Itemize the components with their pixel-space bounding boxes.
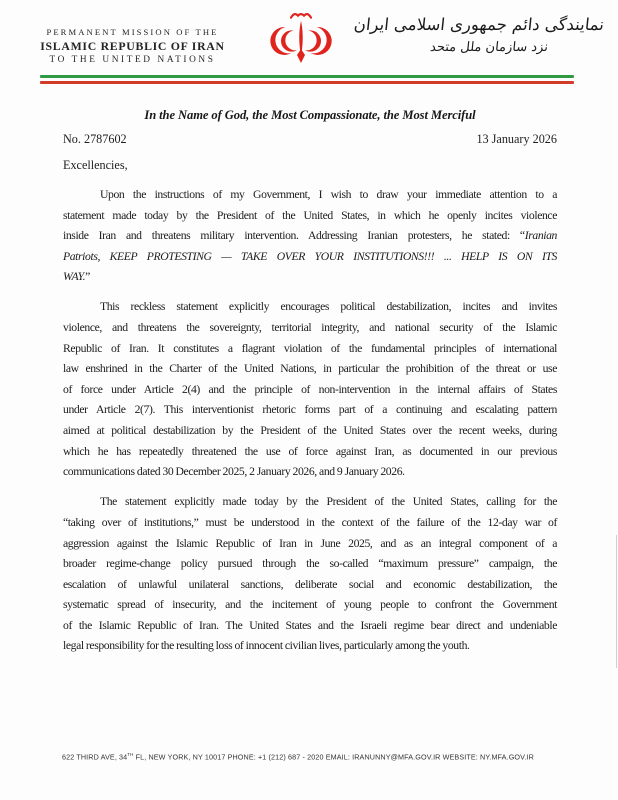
- footer-text: FL, NEW YORK, NY 10017 PHONE: +1 (212) 687 - 2020 EMAIL: IRANUNNY@MFA.GOV.IR WEBSITE: NY.MFA.GOV.IR: [133, 752, 534, 762]
- paragraph: [63, 297, 557, 482]
- body-line: [63, 595, 557, 616]
- body-line: [63, 297, 557, 318]
- mission-line-2: ISLAMIC REPUBLIC OF IRAN: [40, 38, 225, 53]
- body-line: [63, 462, 557, 483]
- body-line: [63, 226, 557, 247]
- salutation: Excellencies,: [63, 158, 128, 172]
- body-text: Upon the instructions of my Government, I wish to draw your immediate attention to a: [100, 188, 557, 201]
- letter-column: [63, 84, 557, 667]
- body-text: inside Iran and threatens military intervention. Addressing Iranian protesters, he stated: “: [63, 229, 525, 243]
- mission-farsi-line-2: نزد سازمان ملل متحد: [429, 40, 549, 55]
- body-text: ”: [85, 270, 90, 284]
- body-line: [63, 318, 557, 339]
- paragraph: [63, 185, 557, 288]
- body-text: “taking over of institutions,” must be understood in the context of the failure of the 12-day war of: [63, 515, 557, 529]
- body-text: aggression against the Islamic Republic of Iran in June 2025, and as an integral component of a: [63, 536, 557, 550]
- invocation-line: In the Name of God, the Most Compassionate, the Most Merciful: [144, 108, 476, 122]
- body-text: legal responsibility for the resulting loss of innocent civilian lives, particularly among the youth.: [63, 639, 470, 653]
- mission-line-3: TO THE UNITED NATIONS: [49, 55, 216, 65]
- body-text: of the Islamic Republic of Iran. The United States and the Israeli regime bear direct and undeniable: [63, 618, 557, 632]
- body-line: [63, 492, 557, 513]
- body-line: [63, 575, 557, 596]
- body-text: This reckless statement explicitly encourages political destabilization, incites and invites: [100, 300, 557, 314]
- body-line: [63, 616, 557, 637]
- body-line: [63, 421, 557, 442]
- body-text: Republic of Iran. It constitutes a flagrant violation of the fundamental principles of international: [63, 341, 557, 355]
- paragraph: [63, 492, 557, 657]
- body-text: of force under Article 2(4) and the principle of non-intervention in the internal affairs of States: [63, 382, 557, 396]
- body-text: statement made today by the President of the United States, in which he openly incites violence: [63, 208, 557, 222]
- body-line: [63, 636, 557, 657]
- tricolor-rule: [40, 75, 574, 84]
- body-line: [63, 400, 557, 421]
- body-text: broader regime-change policy pursued through the so-called “maximum pressure” campaign, the: [63, 557, 557, 571]
- body-line: [63, 442, 557, 463]
- reference-row: [63, 132, 557, 147]
- footer-text: TH: [127, 752, 134, 757]
- body-text: escalation of unlawful unilateral sanctions, deliberate social and economic destabilization, the: [63, 577, 557, 591]
- body-line: [63, 513, 557, 534]
- mission-address-footer: [62, 752, 562, 761]
- quoted-italic-text: WAY.: [63, 270, 86, 284]
- letter-body: [63, 185, 557, 657]
- body-text: aimed at political destabilization by the President of the United States over the recent weeks, during: [63, 424, 557, 438]
- body-text: violence, and threatens the sovereignty, territorial integrity, and national security of the Islamic: [63, 321, 557, 335]
- body-line: [63, 554, 557, 575]
- mission-farsi-line-1: نمایندگی دائم جمهوری اسلامی ایران: [352, 15, 606, 34]
- quoted-italic-text: Patriots, KEEP PROTESTING — TAKE OVER YOUR INSTITUTIONS!!! ... HELP IS ON ITS: [63, 249, 557, 263]
- body-text: The statement explicitly made today by the President of the United States, calling for the: [100, 495, 557, 509]
- letter-date: 13 January 2026: [476, 132, 557, 146]
- mission-name-farsi: [352, 12, 606, 58]
- body-text: systematic spread of insecurity, and the incitement of young people to confront the Government: [63, 598, 557, 612]
- quoted-italic-text: Iranian: [524, 229, 557, 243]
- mission-line-1: PERMANENT MISSION OF THE: [46, 27, 219, 37]
- body-text: communications dated 30 December 2025, 2 January 2026, and 9 January 2026.: [63, 465, 405, 479]
- body-text: under Article 2(7). This interventionist rhetoric forms part of a continuing and escalating pattern: [63, 403, 557, 417]
- letterhead: [0, 0, 618, 75]
- body-line: [63, 247, 557, 268]
- mission-name-english: [40, 27, 225, 65]
- scan-edge-artifact: [616, 535, 617, 668]
- body-text: which he has repeatedly threatened the use of force against Iran, as documented in our previous: [63, 444, 557, 458]
- footer-text: 622 THIRD AVE, 34: [62, 752, 128, 762]
- reference-number: No. 2787602: [63, 132, 127, 146]
- body-line: [63, 380, 557, 401]
- body-text: law enshrined in the Charter of the United Nations, in particular the prohibition of the threat or use: [63, 362, 557, 376]
- body-line: [63, 339, 557, 360]
- body-line: [63, 267, 557, 288]
- body-line: [63, 359, 557, 380]
- iran-emblem-icon: [258, 11, 344, 71]
- body-line: [63, 185, 557, 206]
- body-line: [63, 534, 557, 555]
- body-line: [63, 206, 557, 227]
